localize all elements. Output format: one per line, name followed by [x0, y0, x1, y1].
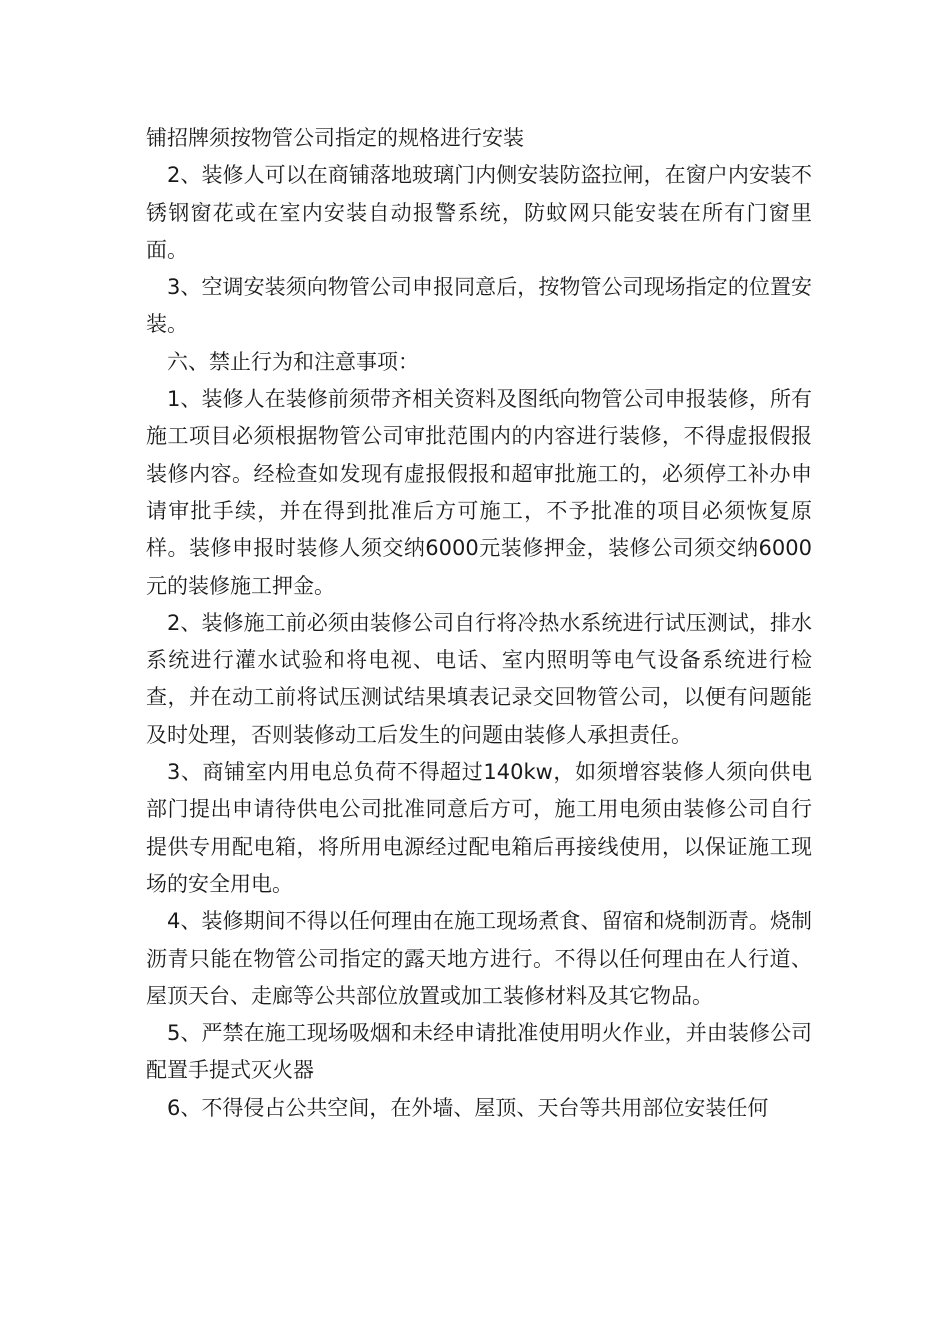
paragraph-item-2-testing: 2、装修施工前必须由装修公司自行将冷热水系统进行试压测试，排水系统进行灌水试验和将电视、电话、室内照明等电气设备系统进行检查，并在动工前将试压测试结果填表记录交回物管公司，以便有问题能及时处理，否则装修动工后发生的问题由装修人承担责任。 — [146, 610, 812, 747]
section-heading-prohibitions: 六、禁止行为和注意事项： — [167, 349, 419, 374]
paragraph-item-4-cooking: 4、装修期间不得以任何理由在施工现场煮食、留宿和烧制沥青。烧制沥青只能在物管公司指定的露天地方进行。不得以任何理由在人行道、屋顶天台、走廊等公共部位放置或加工装修材料及其它物品。 — [146, 909, 812, 1008]
paragraph-item-3-electricity: 3、商铺室内用电总负荷不得超过140kw，如须增容装修人须向供电部门提出申请待供电公司批准同意后方可，施工用电须由装修公司自行提供专用配电箱，将所用电源经过配电箱后再接线使用，以保证施工现场的安全用电。 — [146, 760, 812, 896]
paragraph-item-3-aircon: 3、空调安装须向物管公司申报同意后，按物管公司现场指定的位置安装。 — [146, 275, 812, 337]
document-body — [146, 120, 812, 1127]
paragraph-item-5-fire: 5、严禁在施工现场吸烟和未经申请批准使用明火作业，并由装修公司配置手提式灭火器 — [146, 1021, 812, 1083]
paragraph-item-1-application: 1、装修人在装修前须带齐相关资料及图纸向物管公司申报装修，所有施工项目必须根据物管公司审批范围内的内容进行装修，不得虚报假报装修内容。经检查如发现有虚报假报和超审批施工的，必须停工补办申请审批手续，并在得到批准后方可施工，不予批准的项目必须恢复原样。装修申报时装修人须交纳6000元装修押金，装修公司须交纳6000元的装修施工押金。 — [146, 387, 812, 598]
paragraph-continuation: 铺招牌须按物管公司指定的规格进行安装 — [146, 126, 524, 150]
paragraph-item-2-security: 2、装修人可以在商铺落地玻璃门内侧安装防盗拉闸，在窗户内安装不锈钢窗花或在室内安装自动报警系统，防蚊网只能安装在所有门窗里面。 — [146, 163, 812, 262]
paragraph-item-6-public-space: 6、不得侵占公共空间，在外墙、屋顶、天台等共用部位安装任何 — [167, 1095, 769, 1120]
